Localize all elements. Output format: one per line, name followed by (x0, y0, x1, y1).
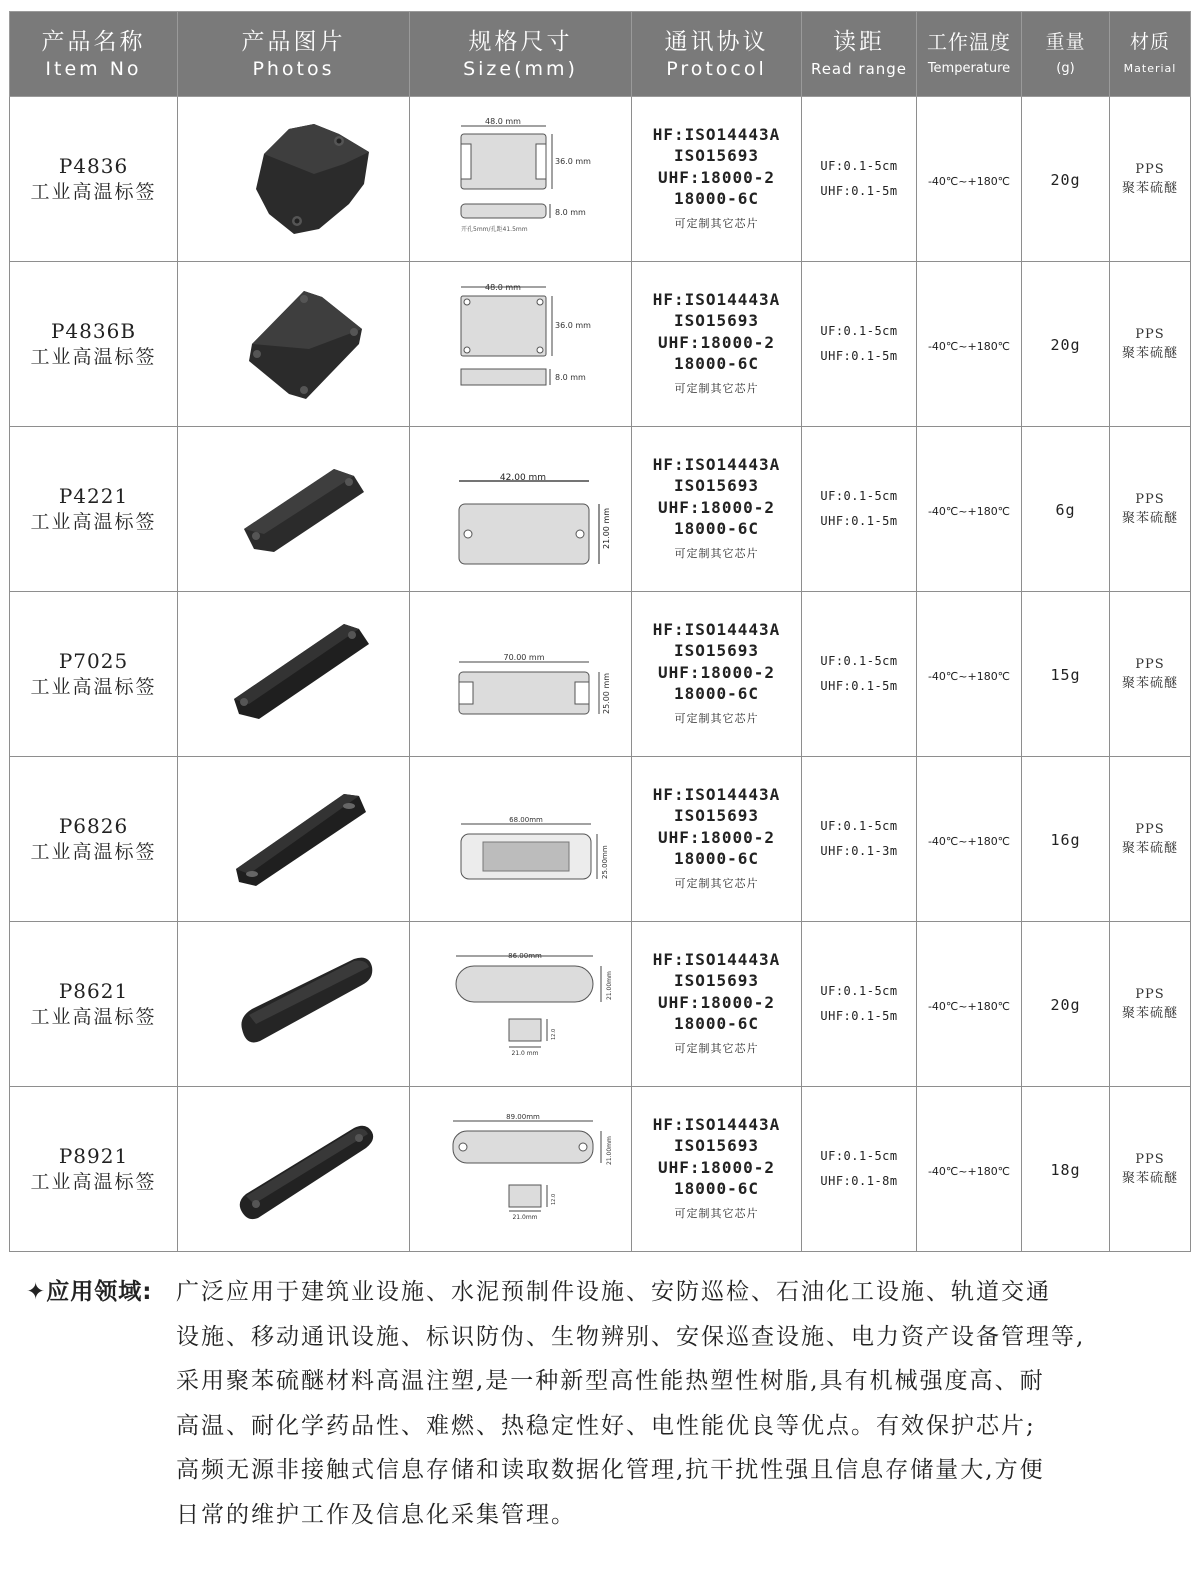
photo-cell (178, 757, 410, 922)
header-photos: 产品图片 Photos (178, 12, 410, 97)
dimension-drawing (421, 769, 621, 909)
tag-photo (194, 269, 394, 419)
photo-cell (178, 97, 410, 262)
tag-photo (194, 434, 394, 584)
dim-width: 21.00mm (605, 1136, 613, 1165)
dim-width: 21.00mm (605, 971, 613, 1000)
application-section (26, 1270, 1176, 1537)
dim-width: 25.00mm (600, 845, 609, 879)
application-line: 广泛应用于建筑业设施、水泥预制件设施、安防巡检、石油化工设施、轨道交通 (176, 1279, 1051, 1305)
dim-length: 89.00mm (505, 1113, 540, 1121)
dimension-drawing (421, 109, 621, 249)
size-cell (410, 757, 632, 922)
item-code: P7025 (58, 649, 129, 673)
temp-cell: -40℃~+180℃ (917, 427, 1022, 592)
material-cell: PPS 聚苯硫醚 (1110, 97, 1191, 262)
protocol-cell: HF:ISO14443A ISO15693 UHF:18000-2 18000-6C 可定制其它芯片 (632, 592, 802, 757)
tag-photo (194, 1094, 394, 1244)
item-desc: 工业高温标签 (30, 181, 157, 203)
item-code: P8621 (58, 979, 129, 1003)
dim-width: 36.0 mm (554, 321, 591, 330)
item-cell (10, 1087, 178, 1252)
table-row (10, 262, 1191, 427)
photo-cell (178, 262, 410, 427)
item-desc: 工业高温标签 (30, 676, 157, 698)
read-range-cell: UF:0.1-5cm UHF:0.1-5m (802, 97, 917, 262)
dim-side: 21.0 mm (511, 1050, 538, 1057)
item-desc: 工业高温标签 (30, 1006, 157, 1028)
table-row (10, 1087, 1191, 1252)
table-header-row (10, 12, 1191, 97)
dim-width: 36.0 mm (554, 157, 591, 166)
material-cell: PPS 聚苯硫醚 (1110, 1087, 1191, 1252)
application-line: 高温、耐化学药品性、难燃、热稳定性好、电性能优良等优点。有效保护芯片; (176, 1412, 1036, 1439)
application-line: 日常的维护工作及信息化采集管理。 (176, 1501, 576, 1528)
read-range-cell: UF:0.1-5cm UHF:0.1-5m (802, 922, 917, 1087)
weight-cell: 18g (1022, 1087, 1110, 1252)
temp-cell: -40℃~+180℃ (917, 757, 1022, 922)
item-desc: 工业高温标签 (30, 511, 157, 533)
weight-cell: 6g (1022, 427, 1110, 592)
item-cell (10, 427, 178, 592)
header-temperature: 工作温度 Temperature (917, 12, 1022, 97)
dimension-drawing (421, 274, 621, 414)
application-line: 采用聚苯硫醚材料高温注塑,是一种新型高性能热塑性树脂,具有机械强度高、耐 (176, 1368, 1045, 1394)
dimension-drawing (421, 1099, 621, 1239)
item-desc: 工业高温标签 (30, 1171, 157, 1193)
dimension-drawing (421, 604, 621, 744)
protocol-cell: HF:ISO14443A ISO15693 UHF:18000-2 18000-6C 可定制其它芯片 (632, 1087, 802, 1252)
protocol-cell: HF:ISO14443A ISO15693 UHF:18000-2 18000-6C 可定制其它芯片 (632, 427, 802, 592)
photo-cell (178, 427, 410, 592)
item-code: P4221 (58, 484, 129, 508)
dim-width: 25.00 mm (601, 672, 611, 714)
material-cell: PPS 聚苯硫醚 (1110, 262, 1191, 427)
item-cell (10, 757, 178, 922)
dimension-drawing (421, 439, 621, 579)
material-cell: PPS 聚苯硫醚 (1110, 922, 1191, 1087)
dim-thick: 8.0 mm (554, 208, 586, 217)
weight-cell: 20g (1022, 262, 1110, 427)
weight-cell: 20g (1022, 97, 1110, 262)
header-read-range: 读距 Read range (802, 12, 917, 97)
dim-length: 48.0 mm (484, 117, 521, 126)
photo-cell (178, 1087, 410, 1252)
item-code: P8921 (58, 1144, 129, 1168)
temp-cell: -40℃~+180℃ (917, 97, 1022, 262)
item-cell (10, 97, 178, 262)
read-range-cell: UF:0.1-5cm UHF:0.1-5m (802, 592, 917, 757)
application-text (176, 1270, 1176, 1537)
dim-length: 86.00mm (507, 952, 542, 960)
read-range-cell: UF:0.1-5cm UHF:0.1-8m (802, 1087, 917, 1252)
protocol-cell: HF:ISO14443A ISO15693 UHF:18000-2 18000-6C 可定制其它芯片 (632, 922, 802, 1087)
temp-cell: -40℃~+180℃ (917, 262, 1022, 427)
protocol-cell: HF:ISO14443A ISO15693 UHF:18000-2 18000-6C 可定制其它芯片 (632, 262, 802, 427)
item-desc: 工业高温标签 (30, 841, 157, 863)
header-weight: 重量 (g) (1022, 12, 1110, 97)
item-cell (10, 592, 178, 757)
dim-length: 70.00 mm (502, 653, 545, 662)
table-row (10, 427, 1191, 592)
header-protocol: 通讯协议 Protocol (632, 12, 802, 97)
item-code: P4836B (50, 319, 137, 343)
table-row (10, 97, 1191, 262)
photo-cell (178, 592, 410, 757)
protocol-cell: HF:ISO14443A ISO15693 UHF:18000-2 18000-6C 可定制其它芯片 (632, 97, 802, 262)
size-cell (410, 262, 632, 427)
dim-thick: 8.0 mm (554, 373, 586, 382)
item-desc: 工业高温标签 (30, 346, 157, 368)
table-row (10, 922, 1191, 1087)
temp-cell: -40℃~+180℃ (917, 592, 1022, 757)
material-cell: PPS 聚苯硫醚 (1110, 427, 1191, 592)
tag-photo (194, 599, 394, 749)
weight-cell: 20g (1022, 922, 1110, 1087)
product-spec-table (9, 11, 1191, 1252)
dim-side: 21.0mm (511, 1214, 538, 1221)
header-item-no: 产品名称 Item No (10, 12, 178, 97)
item-code: P6826 (58, 814, 129, 838)
dim-width: 21.00 mm (601, 507, 611, 549)
protocol-cell: HF:ISO14443A ISO15693 UHF:18000-2 18000-6C 可定制其它芯片 (632, 757, 802, 922)
photo-cell (178, 922, 410, 1087)
item-cell (10, 922, 178, 1087)
header-material: 材质 Material (1110, 12, 1191, 97)
temp-cell: -40℃~+180℃ (917, 922, 1022, 1087)
dim-length: 48.0 mm (484, 283, 521, 292)
dim-length: 68.00mm (508, 816, 543, 824)
tag-photo (194, 104, 394, 254)
material-cell: PPS 聚苯硫醚 (1110, 757, 1191, 922)
application-line: 设施、移动通讯设施、标识防伪、生物辨别、安保巡查设施、电力资产设备管理等, (176, 1323, 1086, 1350)
item-code: P4836 (58, 154, 129, 178)
application-label: ✦应用领域: (26, 1279, 153, 1305)
tag-photo (194, 929, 394, 1079)
tag-photo (194, 764, 394, 914)
temp-cell: -40℃~+180℃ (917, 1087, 1022, 1252)
size-cell (410, 427, 632, 592)
dim-thick: 12.0 (550, 1193, 557, 1205)
dim-note: 开孔5mm/孔距41.5mm (460, 226, 528, 233)
read-range-cell: UF:0.1-5cm UHF:0.1-3m (802, 757, 917, 922)
material-cell: PPS 聚苯硫醚 (1110, 592, 1191, 757)
size-cell (410, 922, 632, 1087)
dimension-drawing (421, 934, 621, 1074)
header-size: 规格尺寸 Size(mm) (410, 12, 632, 97)
size-cell (410, 97, 632, 262)
table-row (10, 592, 1191, 757)
application-line: 高频无源非接触式信息存储和读取数据化管理,抗干扰性强且信息存储量大,方便 (176, 1457, 1045, 1483)
size-cell (410, 1087, 632, 1252)
weight-cell: 15g (1022, 592, 1110, 757)
dim-thick: 12.0 (550, 1028, 557, 1040)
read-range-cell: UF:0.1-5cm UHF:0.1-5m (802, 427, 917, 592)
size-cell (410, 592, 632, 757)
table-row (10, 757, 1191, 922)
weight-cell: 16g (1022, 757, 1110, 922)
dim-length: 42.00 mm (499, 473, 546, 483)
read-range-cell: UF:0.1-5cm UHF:0.1-5m (802, 262, 917, 427)
item-cell (10, 262, 178, 427)
